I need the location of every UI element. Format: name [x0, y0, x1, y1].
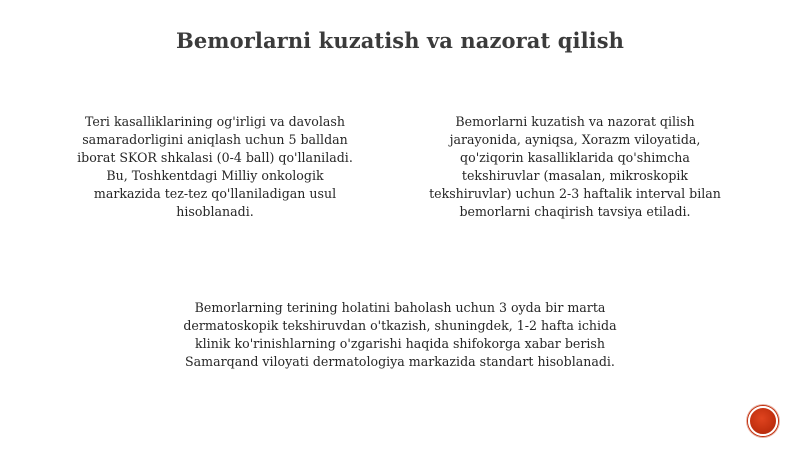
right-paragraph: Bemorlarni kuzatish va nazorat qilish jarayonida, ayniqsa, Xorazm viloyatida, qo'ziqorin kasalliklarida qo'shimcha tekshiruvlar (masalan, mikroskopik tekshiruvlar) uchun 2-3 haftalik interval bilan bemorlarni chaqirish tavsiya etiladi. — [429, 114, 721, 219]
bottom-paragraph: Bemorlarning terining holatini baholash uchun 3 oyda bir marta dermatoskopik tekshiruvdan o'tkazish, shuningdek, 1-2 hafta ichida klinik ko'rinishlarning o'zgarishi haqida shifokorga xabar berish Samarqand viloyati dermatologiya markazida standart hisoblanadi. — [183, 300, 617, 369]
left-paragraph: Teri kasalliklarining og'irligi va davolash samaradorligini aniqlash uchun 5 balldan iborat SKOR shkalasi (0-4 ball) qo'llaniladi. Bu, Toshkentdagi Milliy onkologik markazida tez-tez qo'llaniladigan usul hisoblanadi. — [77, 114, 353, 219]
slide-title: Bemorlarni kuzatish va nazorat qilish — [175, 28, 625, 53]
circle-nav-icon[interactable] — [748, 406, 778, 436]
